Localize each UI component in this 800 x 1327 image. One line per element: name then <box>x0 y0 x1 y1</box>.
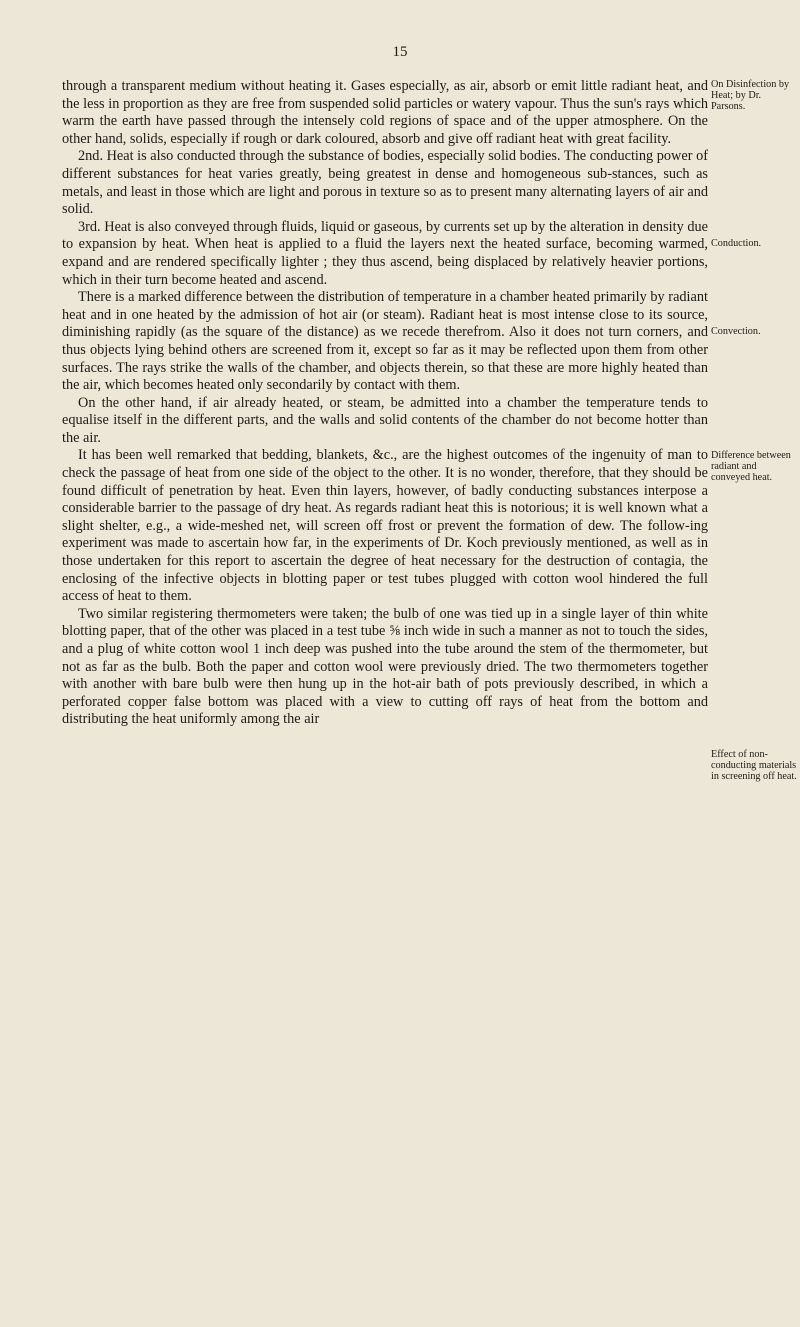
margin-note-non-conducting: Effect of non-conducting materials in screening off heat. <box>711 749 797 782</box>
margin-note-convection: Convection. <box>711 326 761 337</box>
body-text <box>62 78 708 729</box>
margin-note-conduction: Conduction. <box>711 238 762 249</box>
paragraph-experiment: Two similar registering thermometers were taken; the bulb of one was tied up in a single layer of thin white blotting paper, that of the other was placed in a test tube ⅝ inch wide in such a manner as not to touch the sides, and a plug of white cotton wool 1 inch deep was pushed into the tube around the stem of the thermometer, but not as far as the bulb. Both the paper and cotton wool were previously dried. The two thermometers together with another with bare bulb were then hung up in the hot-air bath of pots previously described, in which a perforated copper false bottom was placed with a view to cutting off rays of heat from the bottom and distributing the heat uniformly among the air <box>62 605 708 728</box>
margin-note-disinfection: On Disinfection by Heat; by Dr. Parsons. <box>711 79 790 112</box>
paragraph-conduction: 2nd. Heat is also conducted through the substance of bodies, especially solid bodies. The conducting power of different substances for heat varies greatly, being greatest in dense and homogeneous sub-stances, such as metals, and least in those which are light and porous in texture so as to present many alternating layers of air and solid. <box>62 148 708 218</box>
paragraph-hot-air: On the other hand, if air already heated, or steam, be admitted into a chamber the temperature tends to equalise itself in the different parts, and the walls and solid contents of the chamber do not become hotter than the air. <box>62 394 708 446</box>
paragraph-convection: 3rd. Heat is also conveyed through fluids, liquid or gaseous, by currents set up by the alteration in density due to expansion by heat. When heat is applied to a fluid the layers next the heated surface, becoming warmed, expand and are rendered specifically lighter ; they thus ascend, being displaced by relatively heavier portions, which in their turn become heated and ascend. <box>62 218 708 288</box>
paragraph-radiation: through a transparent medium without heating it. Gases especially, as air, absorb or emit little radiant heat, and the less in proportion as they are free from suspended solid particles or watery vapour. Thus the sun's rays which warm the earth have passed through the intensely cold regions of space and of the upper atmosphere. On the other hand, solids, especially if rough or dark coloured, absorb and give off radiant heat with great facility. <box>62 78 708 147</box>
paragraph-difference: There is a marked difference between the distribution of temperature in a chamber heated primarily by radiant heat and in one heated by the admission of hot air (or steam). Radiant heat is most intense close to its source, diminishing rapidly (as the square of the distance) as we recede therefrom. Also it does not turn corners, and thus objects lying behind others are screened from it, except so far as it may be reflected upon them from other surfaces. The rays strike the walls of the chamber, and objects therein, so that these are more highly heated than the air, which becomes heated only secondarily by contact with them. <box>62 289 708 394</box>
page-number: 15 <box>392 44 408 60</box>
paragraph-non-conducting: It has been well remarked that bedding, blankets, &c., are the highest outcomes of the ingenuity of man to check the passage of heat from one side of the object to the other. It is no wonder, therefore, that they should be found difficult of penetration by heat. Even thin layers, however, of badly conducting substances interpose a considerable barrier to the passage of dry heat. As regards radiant heat this is notorious; it is well known what a slight shelter, e.g., a wide-meshed net, will screen off frost or prevent the formation of dew. The follow-ing experiment was made to ascertain how far, in the experiments of Dr. Koch previously mentioned, as well as in those undertaken for this report to ascertain the degree of heat necessary for the destruction of contagia, the enclosing of the infective objects in blotting paper or test tubes plugged with cotton wool hindered the full access of heat to them. <box>62 447 708 605</box>
margin-note-difference: Difference between radiant and conveyed heat. <box>711 450 791 483</box>
